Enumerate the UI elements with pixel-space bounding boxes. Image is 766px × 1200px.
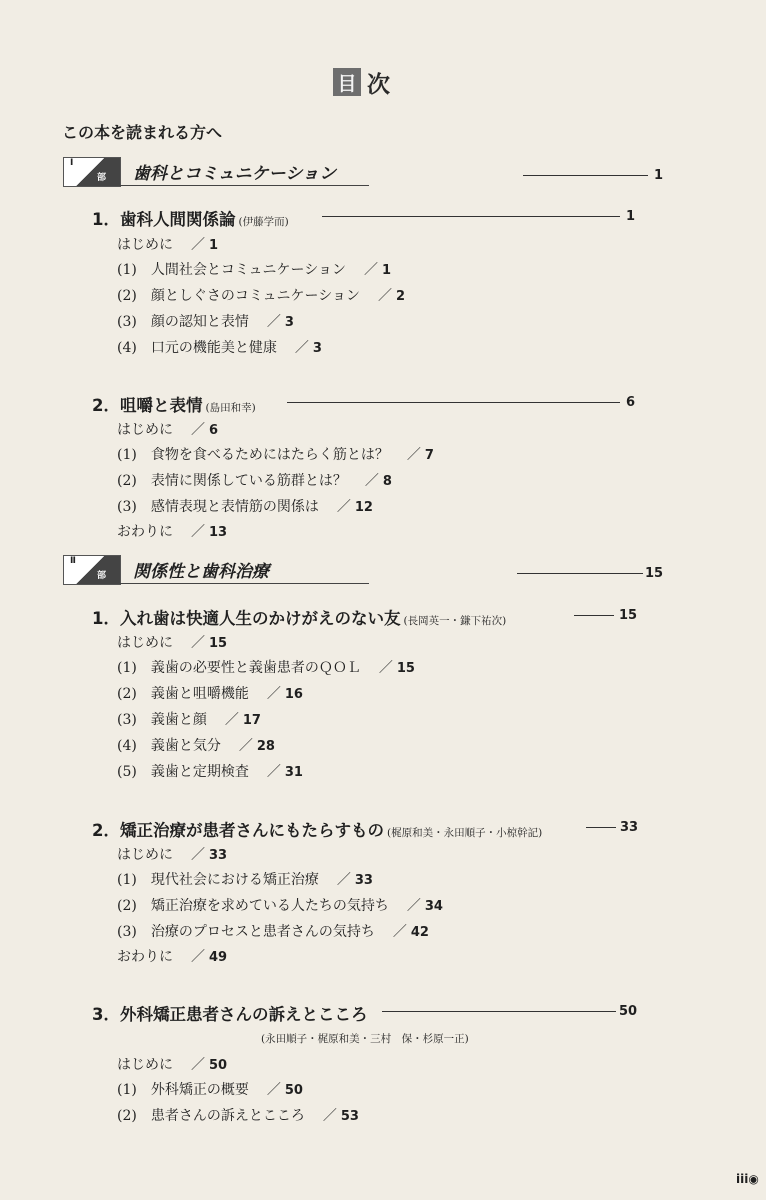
- entry-slash: ／: [191, 524, 205, 540]
- entry-text: おわりに: [117, 949, 173, 965]
- entry-1-2-1[interactable]: [117, 444, 434, 464]
- entry-page: 7: [424, 448, 434, 463]
- entry-page: 34: [424, 899, 443, 914]
- chapter-2-2-title-text: 2．矯正治療が患者さんにもたらすもの: [92, 821, 384, 840]
- preface-link[interactable]: この本を読まれる方へ: [62, 123, 223, 142]
- entry-page: 28: [256, 739, 275, 754]
- entry-text: (2) 表情に関係している筋群とは？: [117, 473, 347, 489]
- entry-slash: ／: [191, 949, 205, 965]
- part-1-leader: [523, 175, 648, 176]
- entry-page: 1: [209, 238, 219, 253]
- chapter-1-1-title-text: 1．歯科人間関係論: [92, 210, 236, 229]
- entry-slash: ／: [191, 237, 205, 253]
- entry-text: (4) 義歯と気分: [117, 738, 221, 754]
- entry-page: 3: [284, 315, 294, 330]
- entry-2-2-3[interactable]: [117, 921, 429, 941]
- entry-slash: ／: [406, 898, 421, 914]
- entry-text: (2) 矯正治療を求めている人たちの気持ち: [117, 898, 389, 914]
- entry-text: はじめに: [117, 635, 173, 651]
- entry-page: 1: [382, 263, 392, 278]
- part-1-underline: [119, 185, 369, 186]
- part-2-bu: 部: [97, 571, 107, 581]
- entry-text: はじめに: [117, 237, 173, 253]
- entry-page: 8: [382, 474, 392, 489]
- entry-page: 31: [284, 765, 303, 780]
- part-2-underline: [119, 583, 369, 584]
- entry-slash: ／: [224, 712, 239, 728]
- entry-1-2-3[interactable]: [117, 496, 373, 516]
- entry-page: 2: [396, 289, 406, 304]
- entry-text: (5) 義歯と定期検査: [117, 764, 249, 780]
- entry-text: (1) 外科矯正の概要: [117, 1082, 249, 1098]
- entry-text: (3) 義歯と顔: [117, 712, 207, 728]
- entry-slash: ／: [364, 262, 378, 278]
- entry-2-2-0[interactable]: [117, 844, 227, 864]
- entry-text: (1) 食物を食べるためにはたらく筋とは？: [117, 447, 389, 463]
- chapter-2-3-author: (永田順子・梶原和美・三村 保・杉原一正): [261, 1033, 469, 1045]
- entry-2-3-2[interactable]: [117, 1105, 359, 1125]
- entry-text: (1) 義歯の必要性と義歯患者のＱＯＬ: [117, 660, 361, 676]
- entry-slash: ／: [238, 738, 253, 754]
- entry-1-1-0[interactable]: [117, 234, 218, 254]
- entry-text: はじめに: [117, 1057, 173, 1073]
- entry-page: 53: [340, 1109, 359, 1124]
- entry-2-2-2[interactable]: [117, 895, 443, 915]
- chapter-1-2-page: 6: [626, 395, 636, 410]
- entry-slash: ／: [378, 660, 393, 676]
- entry-text: (2) 義歯と咀嚼機能: [117, 686, 249, 702]
- entry-page: 13: [209, 525, 228, 540]
- entry-2-1-0[interactable]: [117, 632, 227, 652]
- entry-2-3-1[interactable]: [117, 1079, 303, 1099]
- chapter-1-2-title[interactable]: [92, 392, 256, 416]
- entry-2-3-0[interactable]: [117, 1054, 227, 1074]
- entry-page: 50: [209, 1058, 228, 1073]
- entry-page: 17: [242, 713, 261, 728]
- part-1-bu: 部: [97, 173, 107, 183]
- chapter-2-2-author: (梶原和美・永田順子・小椋幹記): [386, 827, 543, 839]
- entry-1-1-2[interactable]: [117, 285, 405, 305]
- entry-1-1-4[interactable]: [117, 337, 322, 357]
- entry-2-2-4[interactable]: [117, 946, 227, 966]
- entry-2-1-3[interactable]: [117, 709, 261, 729]
- chapter-1-2-title-text: 2．咀嚼と表情: [92, 396, 203, 415]
- entry-page: 12: [354, 500, 373, 515]
- part-2-leader: [517, 573, 643, 574]
- entry-page: 50: [284, 1083, 303, 1098]
- entry-2-1-4[interactable]: [117, 735, 275, 755]
- chapter-1-1-title[interactable]: [92, 206, 289, 230]
- entry-slash: ／: [336, 872, 351, 888]
- chapter-2-2-page: 33: [620, 820, 639, 835]
- chapter-1-2-leader: [287, 402, 620, 403]
- entry-page: 42: [410, 925, 429, 940]
- chapter-1-1-author: (伊藤学而): [238, 216, 289, 228]
- entry-slash: ／: [191, 1057, 205, 1073]
- chapter-2-2-title[interactable]: [92, 817, 542, 841]
- chapter-2-1-title[interactable]: [92, 605, 506, 629]
- entry-slash: ／: [191, 635, 205, 651]
- entry-page: 15: [396, 661, 415, 676]
- page-number: iii◉: [736, 1172, 759, 1186]
- chapter-2-2-leader: [586, 827, 616, 828]
- chapter-2-1-title-text: 1．入れ歯は快適人生のかけがえのない友: [92, 609, 401, 628]
- entry-slash: ／: [392, 924, 407, 940]
- entry-page: 15: [209, 636, 228, 651]
- entry-slash: ／: [266, 1082, 281, 1098]
- entry-slash: ／: [336, 499, 351, 515]
- entry-page: 6: [209, 423, 219, 438]
- entry-slash: ／: [364, 473, 379, 489]
- chapter-2-1-author: (長岡英一・鎌下祐次): [403, 615, 507, 627]
- entry-slash: ／: [322, 1108, 337, 1124]
- entry-page: 3: [312, 341, 322, 356]
- part-2-title: 関係性と歯科治療: [133, 562, 269, 582]
- entry-2-1-2[interactable]: [117, 683, 303, 703]
- entry-page: 16: [284, 687, 303, 702]
- entry-slash: ／: [191, 847, 205, 863]
- entry-1-2-0[interactable]: [117, 419, 218, 439]
- chapter-2-3-title-text: 3．外科矯正患者さんの訴えとこころ: [92, 1005, 368, 1024]
- entry-1-2-2[interactable]: [117, 470, 392, 490]
- part-1-roman: Ⅰ: [70, 158, 74, 168]
- chapter-2-3-leader: [382, 1011, 616, 1012]
- chapter-1-2-author: (島田和幸): [205, 402, 256, 414]
- part-2-roman: Ⅱ: [70, 556, 76, 566]
- entry-text: (2) 患者さんの訴えとこころ: [117, 1108, 305, 1124]
- entry-1-2-4[interactable]: [117, 521, 227, 541]
- chapter-1-1-leader: [322, 216, 620, 217]
- entry-page: 33: [354, 873, 373, 888]
- toc-title: [333, 68, 390, 96]
- entry-text: (1) 人間社会とコミュニケーション: [117, 262, 346, 278]
- entry-text: (4) 口元の機能美と健康: [117, 340, 277, 356]
- entry-text: (3) 感情表現と表情筋の関係は: [117, 499, 319, 515]
- part-2-page: 15: [645, 566, 664, 581]
- entry-text: (3) 治療のプロセスと患者さんの気持ち: [117, 924, 375, 940]
- chapter-2-1-page: 15: [619, 608, 638, 623]
- entry-slash: ／: [191, 422, 205, 438]
- part-1-page: 1: [654, 168, 664, 183]
- chapter-2-3-title[interactable]: [92, 1001, 367, 1025]
- toc-title-plain: 次: [367, 71, 390, 98]
- entry-text: (3) 顔の認知と表情: [117, 314, 249, 330]
- entry-page: 33: [209, 848, 228, 863]
- entry-text: おわりに: [117, 524, 173, 540]
- entry-slash: ／: [294, 340, 309, 356]
- entry-1-1-3[interactable]: [117, 311, 294, 331]
- entry-text: はじめに: [117, 422, 173, 438]
- part-1-title: 歯科とコミュニケーション: [133, 164, 336, 184]
- entry-slash: ／: [378, 288, 392, 304]
- entry-slash: ／: [266, 686, 281, 702]
- entry-slash: ／: [266, 764, 281, 780]
- entry-2-1-5[interactable]: [117, 761, 303, 781]
- entry-text: (2) 顔としぐさのコミュニケーション: [117, 288, 360, 304]
- toc-title-boxed: 目: [333, 68, 361, 96]
- entry-page: 49: [209, 950, 228, 965]
- chapter-1-1-page: 1: [626, 209, 636, 224]
- entry-text: はじめに: [117, 847, 173, 863]
- entry-slash: ／: [266, 314, 281, 330]
- chapter-2-3-page: 50: [619, 1004, 638, 1019]
- entry-text: (1) 現代社会における矯正治療: [117, 872, 319, 888]
- entry-slash: ／: [406, 447, 421, 463]
- entry-2-1-1[interactable]: [117, 657, 415, 677]
- entry-2-2-1[interactable]: [117, 869, 373, 889]
- entry-1-1-1[interactable]: [117, 259, 391, 279]
- chapter-2-1-leader: [574, 615, 614, 616]
